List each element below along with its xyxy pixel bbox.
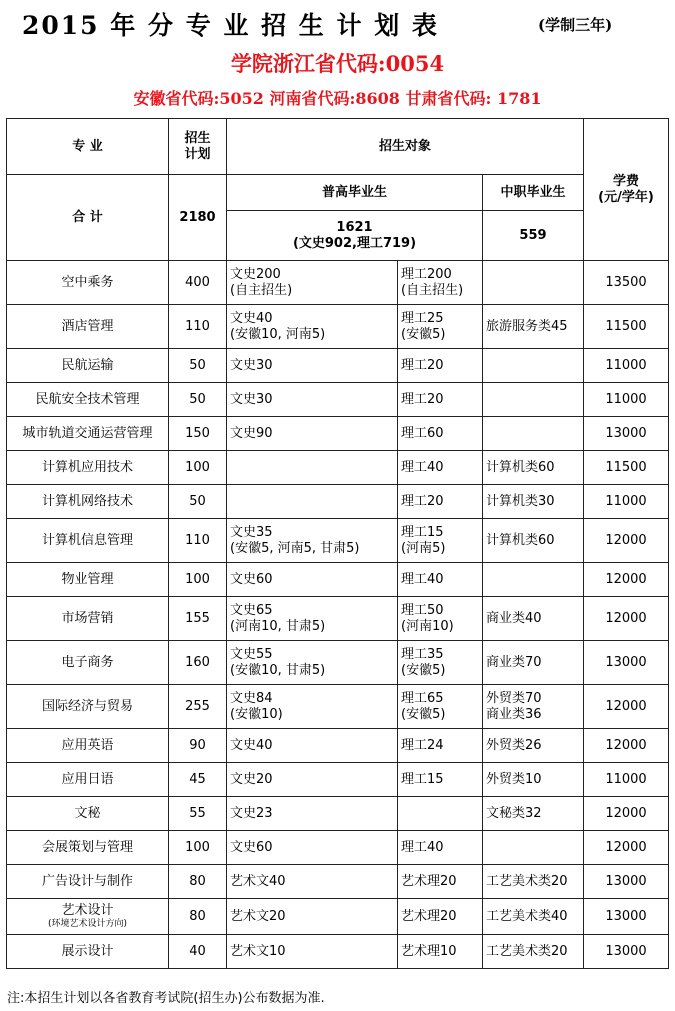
title-note: (学制三年) bbox=[538, 16, 613, 34]
zhongzhi-cell: 外贸类70 商业类36 bbox=[483, 685, 584, 729]
table-row bbox=[7, 417, 669, 451]
ligong-cell: 理工20 bbox=[398, 383, 483, 417]
plan-cell: 80 bbox=[169, 865, 227, 899]
fee-cell: 12000 bbox=[584, 519, 669, 563]
major-cell: 物业管理 bbox=[7, 563, 169, 597]
wenshi-cell bbox=[227, 451, 398, 485]
table-header-row bbox=[7, 119, 669, 175]
zhongzhi-cell bbox=[483, 563, 584, 597]
wenshi-cell: 文史60 bbox=[227, 563, 398, 597]
header-plan: 招生 计划 bbox=[169, 119, 227, 175]
fee-cell: 11000 bbox=[584, 349, 669, 383]
header-zhongzhi: 中职毕业生 bbox=[483, 175, 584, 211]
plan-cell: 80 bbox=[169, 899, 227, 935]
ligong-cell: 理工65 (安徽5) bbox=[398, 685, 483, 729]
zhongzhi-cell bbox=[483, 417, 584, 451]
table-row bbox=[7, 349, 669, 383]
zhongzhi-cell: 工艺美术类20 bbox=[483, 935, 584, 969]
wenshi-cell: 文史35 (安徽5, 河南5, 甘肃5) bbox=[227, 519, 398, 563]
table-row bbox=[7, 383, 669, 417]
wenshi-cell: 文史20 bbox=[227, 763, 398, 797]
ligong-cell: 理工35 (安徽5) bbox=[398, 641, 483, 685]
fee-cell: 11000 bbox=[584, 763, 669, 797]
zhongzhi-cell bbox=[483, 383, 584, 417]
major-cell: 广告设计与制作 bbox=[7, 865, 169, 899]
fee-cell: 13000 bbox=[584, 641, 669, 685]
ligong-cell: 理工40 bbox=[398, 563, 483, 597]
zhongzhi-cell: 外贸类26 bbox=[483, 729, 584, 763]
zhongzhi-cell: 文秘类32 bbox=[483, 797, 584, 831]
fee-cell: 11000 bbox=[584, 383, 669, 417]
major-cell: 应用日语 bbox=[7, 763, 169, 797]
plan-cell: 110 bbox=[169, 519, 227, 563]
major-cell: 电子商务 bbox=[7, 641, 169, 685]
wenshi-cell: 文史40 bbox=[227, 729, 398, 763]
wenshi-cell: 文史65 (河南10, 甘肃5) bbox=[227, 597, 398, 641]
total-gaozhong: 1621 (文史902,理工719) bbox=[227, 211, 483, 261]
table-row bbox=[7, 685, 669, 729]
wenshi-cell: 文史84 (安徽10) bbox=[227, 685, 398, 729]
plan-cell: 100 bbox=[169, 563, 227, 597]
page-title bbox=[0, 6, 675, 40]
wenshi-cell: 艺术文10 bbox=[227, 935, 398, 969]
header-major: 专 业 bbox=[7, 119, 169, 175]
enrollment-plan-table bbox=[6, 118, 669, 969]
plan-cell: 255 bbox=[169, 685, 227, 729]
header-fee: 学费 (元/学年) bbox=[584, 119, 669, 261]
major-label: 艺术设计 bbox=[61, 903, 114, 918]
table-row bbox=[7, 305, 669, 349]
ligong-cell: 理工20 bbox=[398, 485, 483, 519]
major-cell: 计算机网络技术 bbox=[7, 485, 169, 519]
zhongzhi-cell bbox=[483, 349, 584, 383]
table-row bbox=[7, 797, 669, 831]
fee-cell: 12000 bbox=[584, 729, 669, 763]
ligong-cell: 艺术理20 bbox=[398, 899, 483, 935]
fee-cell: 12000 bbox=[584, 831, 669, 865]
wenshi-cell: 文史55 (安徽10, 甘肃5) bbox=[227, 641, 398, 685]
fee-cell: 13000 bbox=[584, 899, 669, 935]
ligong-cell: 理工25 (安徽5) bbox=[398, 305, 483, 349]
ligong-cell: 理工15 (河南5) bbox=[398, 519, 483, 563]
major-cell: 会展策划与管理 bbox=[7, 831, 169, 865]
other-province-codes: 安徽省代码:5052 河南省代码:8608 甘肃省代码: 1781 bbox=[133, 89, 542, 108]
zhongzhi-cell: 工艺美术类40 bbox=[483, 899, 584, 935]
wenshi-cell: 文史30 bbox=[227, 383, 398, 417]
table-row bbox=[7, 485, 669, 519]
fee-cell: 12000 bbox=[584, 597, 669, 641]
plan-cell: 50 bbox=[169, 383, 227, 417]
total-label: 合 计 bbox=[7, 175, 169, 261]
fee-cell: 11500 bbox=[584, 305, 669, 349]
major-cell: 文秘 bbox=[7, 797, 169, 831]
table-row bbox=[7, 865, 669, 899]
ligong-cell: 理工20 bbox=[398, 349, 483, 383]
footer-note: 注:本招生计划以各省教育考试院(招生办)公布数据为准. bbox=[7, 991, 325, 1006]
table-row bbox=[7, 831, 669, 865]
table-row bbox=[7, 899, 669, 935]
zhongzhi-cell: 计算机类60 bbox=[483, 519, 584, 563]
fee-cell: 13000 bbox=[584, 935, 669, 969]
ligong-cell: 理工50 (河南10) bbox=[398, 597, 483, 641]
zhongzhi-cell: 旅游服务类45 bbox=[483, 305, 584, 349]
major-cell: 国际经济与贸易 bbox=[7, 685, 169, 729]
total-plan: 2180 bbox=[169, 175, 227, 261]
zhongzhi-cell: 计算机类60 bbox=[483, 451, 584, 485]
table-row bbox=[7, 597, 669, 641]
zhongzhi-cell bbox=[483, 261, 584, 305]
wenshi-cell: 文史90 bbox=[227, 417, 398, 451]
major-note: (环境艺术设计方向) bbox=[47, 919, 128, 929]
ligong-cell: 艺术理20 bbox=[398, 865, 483, 899]
zhongzhi-cell bbox=[483, 831, 584, 865]
wenshi-cell: 文史60 bbox=[227, 831, 398, 865]
ligong-cell: 理工24 bbox=[398, 729, 483, 763]
fee-cell: 13000 bbox=[584, 417, 669, 451]
fee-cell: 11500 bbox=[584, 451, 669, 485]
major-cell: 民航安全技术管理 bbox=[7, 383, 169, 417]
fee-cell: 12000 bbox=[584, 685, 669, 729]
fee-cell: 12000 bbox=[584, 563, 669, 597]
table-row bbox=[7, 563, 669, 597]
major-cell: 市场营销 bbox=[7, 597, 169, 641]
wenshi-cell: 文史30 bbox=[227, 349, 398, 383]
table-row bbox=[7, 519, 669, 563]
plan-cell: 90 bbox=[169, 729, 227, 763]
plan-cell: 400 bbox=[169, 261, 227, 305]
plan-cell: 110 bbox=[169, 305, 227, 349]
wenshi-cell: 文史200 (自主招生) bbox=[227, 261, 398, 305]
plan-cell: 50 bbox=[169, 349, 227, 383]
fee-cell: 13500 bbox=[584, 261, 669, 305]
wenshi-cell: 文史40 (安徽10, 河南5) bbox=[227, 305, 398, 349]
table-row bbox=[7, 261, 669, 305]
plan-cell: 55 bbox=[169, 797, 227, 831]
wenshi-cell: 文史23 bbox=[227, 797, 398, 831]
major-cell: 计算机信息管理 bbox=[7, 519, 169, 563]
ligong-cell: 艺术理10 bbox=[398, 935, 483, 969]
major-cell: 应用英语 bbox=[7, 729, 169, 763]
table-subheader-row bbox=[7, 175, 669, 211]
table-row bbox=[7, 763, 669, 797]
header-target: 招生对象 bbox=[227, 119, 584, 175]
major-cell bbox=[7, 899, 169, 935]
ligong-cell: 理工40 bbox=[398, 831, 483, 865]
total-zhongzhi: 559 bbox=[483, 211, 584, 261]
plan-cell: 160 bbox=[169, 641, 227, 685]
ligong-cell: 理工15 bbox=[398, 763, 483, 797]
zhongzhi-cell: 外贸类10 bbox=[483, 763, 584, 797]
plan-cell: 155 bbox=[169, 597, 227, 641]
plan-cell: 100 bbox=[169, 831, 227, 865]
plan-cell: 100 bbox=[169, 451, 227, 485]
wenshi-cell bbox=[227, 485, 398, 519]
plan-cell: 150 bbox=[169, 417, 227, 451]
fee-cell: 11000 bbox=[584, 485, 669, 519]
wenshi-cell: 艺术文20 bbox=[227, 899, 398, 935]
table-row bbox=[7, 641, 669, 685]
major-cell: 城市轨道交通运营管理 bbox=[7, 417, 169, 451]
zhongzhi-cell: 商业类40 bbox=[483, 597, 584, 641]
zhongzhi-cell: 商业类70 bbox=[483, 641, 584, 685]
ligong-cell: 理工60 bbox=[398, 417, 483, 451]
wenshi-cell: 艺术文40 bbox=[227, 865, 398, 899]
zhongzhi-cell: 计算机类30 bbox=[483, 485, 584, 519]
table-row bbox=[7, 729, 669, 763]
major-cell: 展示设计 bbox=[7, 935, 169, 969]
ligong-cell: 理工200 (自主招生) bbox=[398, 261, 483, 305]
fee-cell: 12000 bbox=[584, 797, 669, 831]
ligong-cell bbox=[398, 797, 483, 831]
zhongzhi-cell: 工艺美术类20 bbox=[483, 865, 584, 899]
title-text: 2015 年 分 专 业 招 生 计 划 表 bbox=[22, 11, 439, 40]
major-cell: 空中乘务 bbox=[7, 261, 169, 305]
ligong-cell: 理工40 bbox=[398, 451, 483, 485]
plan-cell: 45 bbox=[169, 763, 227, 797]
table-row bbox=[7, 451, 669, 485]
major-cell: 民航运输 bbox=[7, 349, 169, 383]
fee-cell: 13000 bbox=[584, 865, 669, 899]
major-cell: 酒店管理 bbox=[7, 305, 169, 349]
zhejiang-code: 学院浙江省代码:0054 bbox=[230, 51, 445, 76]
major-cell: 计算机应用技术 bbox=[7, 451, 169, 485]
plan-cell: 40 bbox=[169, 935, 227, 969]
table-row bbox=[7, 935, 669, 969]
plan-cell: 50 bbox=[169, 485, 227, 519]
header-gaozhong: 普高毕业生 bbox=[227, 175, 483, 211]
